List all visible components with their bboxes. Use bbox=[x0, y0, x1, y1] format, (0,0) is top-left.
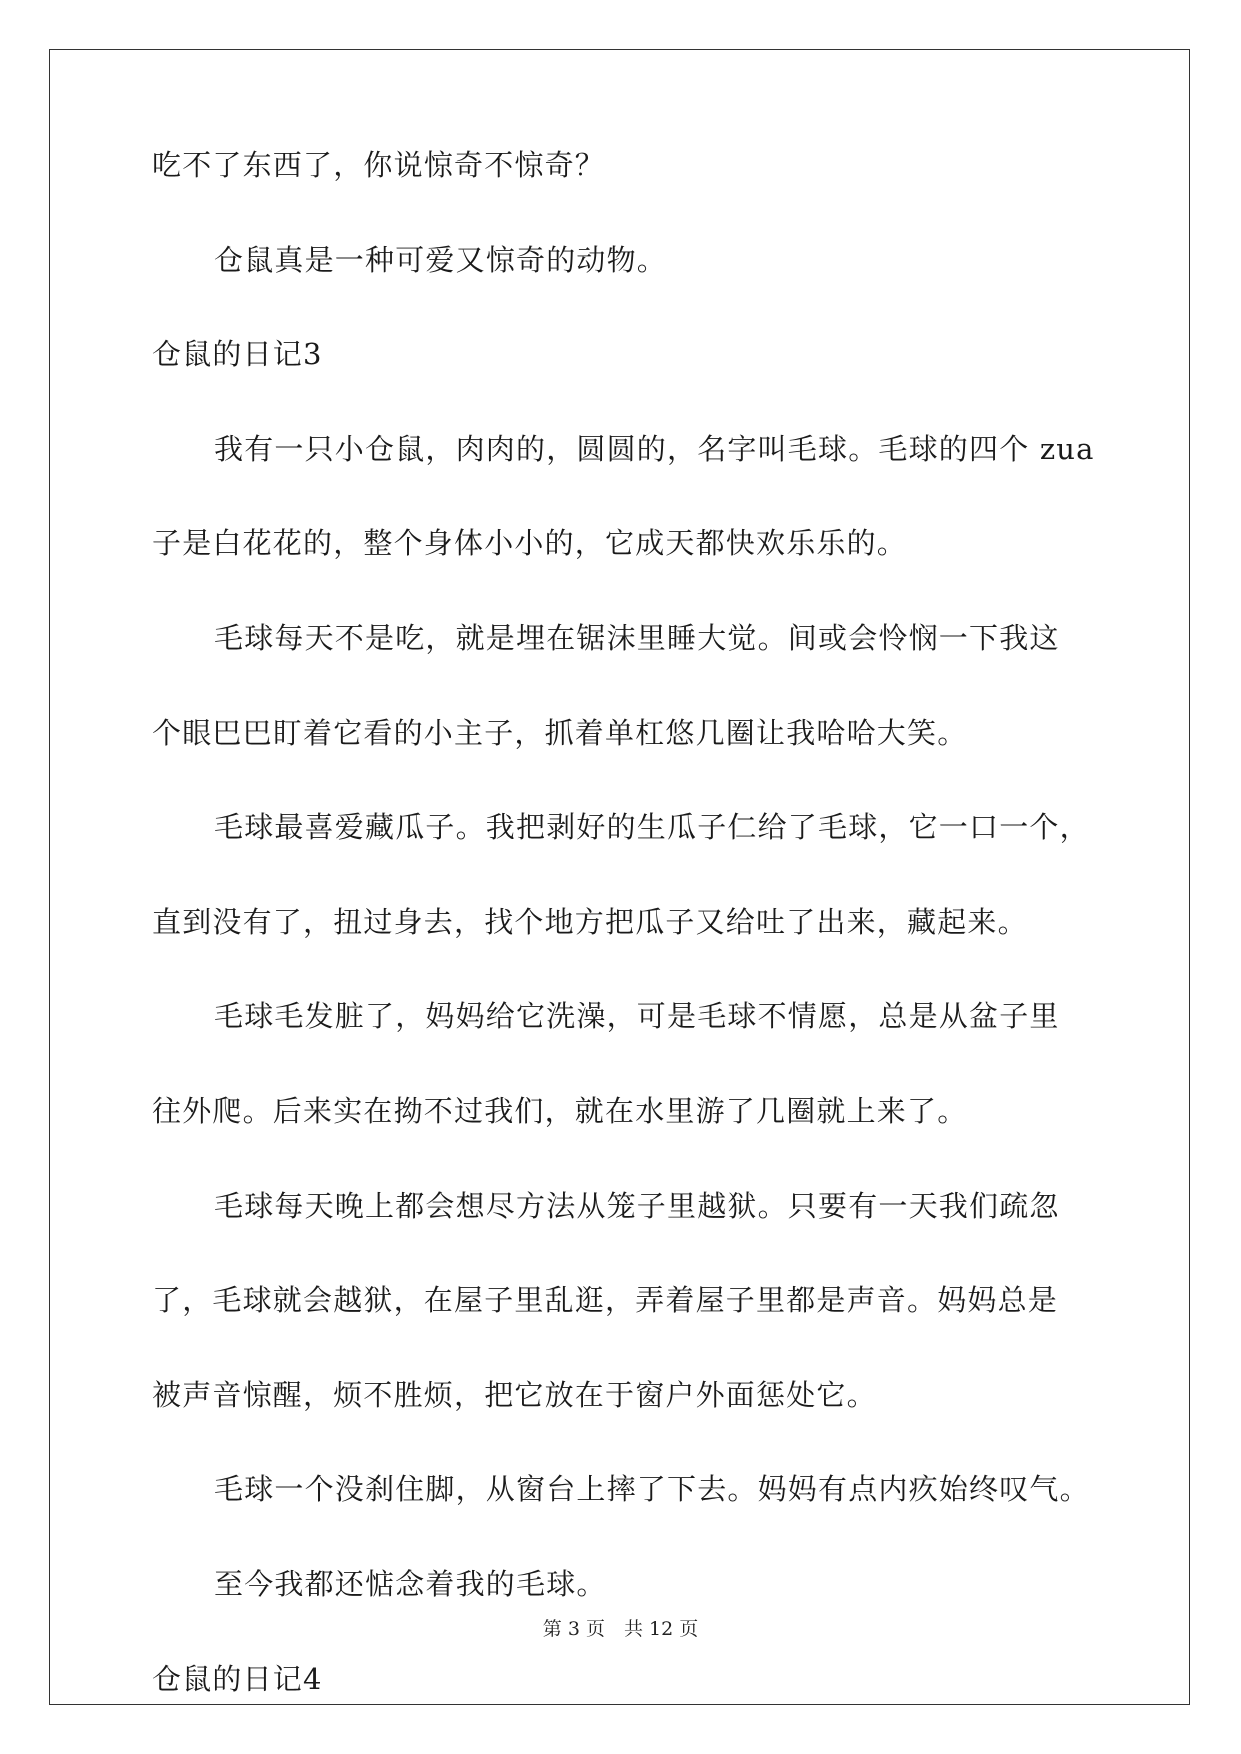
text-line: 吃不了东西了，你说惊奇不惊奇？ bbox=[152, 148, 606, 182]
text-line: 被声音惊醒，烦不胜烦，把它放在于窗户外面惩处它。 bbox=[152, 1377, 877, 1412]
text-line: 毛球一个没刹住脚，从窗台上摔了下去。妈妈有点内疚始终叹气。 bbox=[214, 1472, 1090, 1507]
section-heading: 仓鼠的日记4 bbox=[152, 1661, 323, 1696]
text-line: 毛球每天不是吃，就是埋在锯沫里睡大觉。间或会怜悯一下我这 bbox=[214, 621, 1060, 655]
text-line: 至今我都还惦念着我的毛球。 bbox=[214, 1567, 607, 1601]
text-line: 往外爬。后来实在拗不过我们，就在水里游了几圈就上来了。 bbox=[152, 1094, 968, 1128]
text-line: 毛球毛发脏了，妈妈给它洗澡，可是毛球不情愿，总是从盆子里 bbox=[214, 999, 1060, 1034]
text-line: 我有一只小仓鼠，肉肉的，圆圆的，名字叫毛球。毛球的四个 zua bbox=[214, 431, 1095, 466]
text-line: 直到没有了，扭过身去，找个地方把瓜子又给吐了出来，藏起来。 bbox=[152, 904, 1028, 939]
text-line: 毛球每天晚上都会想尽方法从笼子里越狱。只要有一天我们疏忽 bbox=[214, 1188, 1060, 1223]
page-border bbox=[49, 49, 1190, 1705]
text-line: 子是白花花的，整个身体小小的，它成天都快欢乐乐的。 bbox=[152, 526, 908, 561]
section-heading: 仓鼠的日记3 bbox=[152, 337, 323, 372]
text-line: 了，毛球就会越狱，在屋子里乱逛，弄着屋子里都是声音。妈妈总是 bbox=[152, 1283, 1059, 1318]
page-footer: 第 3 页 共 12 页 bbox=[542, 1618, 699, 1640]
text-line: 个眼巴巴盯着它看的小主子，抓着单杠悠几圈让我哈哈大笑。 bbox=[152, 715, 968, 750]
text-line: 仓鼠真是一种可爱又惊奇的动物。 bbox=[214, 242, 668, 277]
text-line: 毛球最喜爱藏瓜子。我把剥好的生瓜子仁给了毛球，它一口一个， bbox=[214, 810, 1090, 845]
